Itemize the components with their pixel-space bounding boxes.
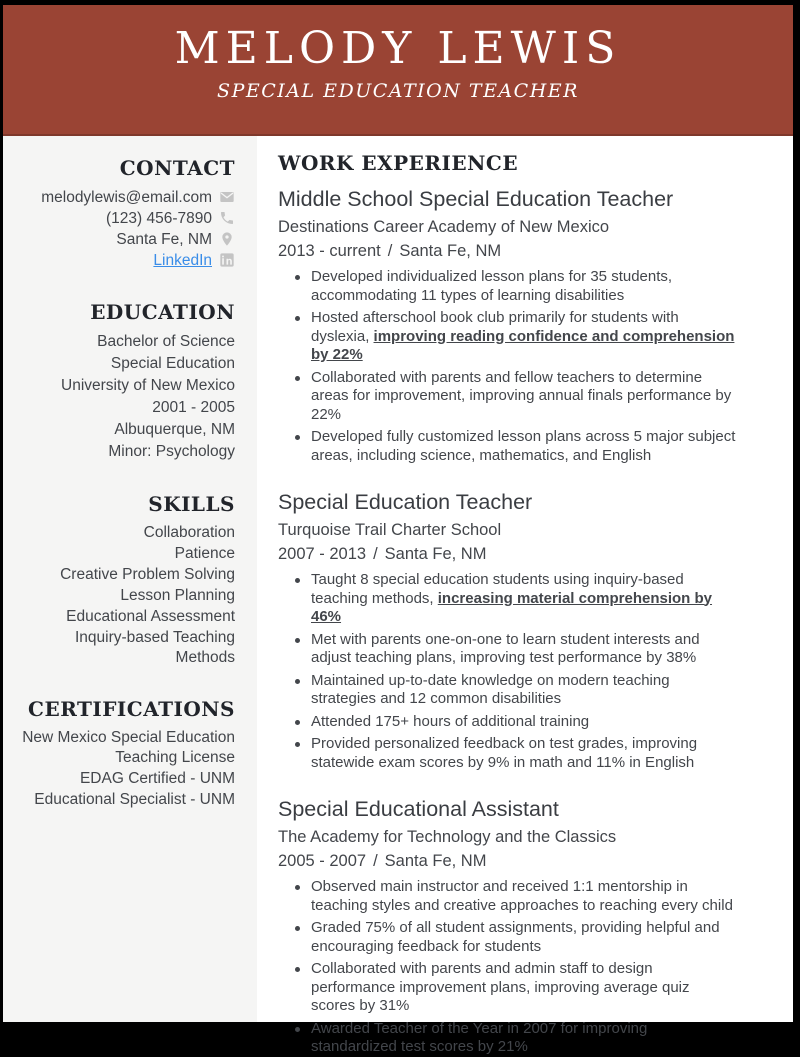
body-columns — [3, 136, 793, 1022]
job-meta — [278, 241, 736, 262]
job-dates: 2005 - 2007 — [278, 852, 366, 870]
job-location: Santa Fe, NM — [385, 545, 487, 563]
bullet-item: Collaborated with parents and fellow teachers to determine areas for improvement, improving annual finals performance by 22% — [278, 369, 736, 425]
skill-item: Patience — [13, 544, 235, 564]
skills-heading: SKILLS — [13, 492, 235, 516]
work-experience-section — [257, 136, 793, 1022]
job-location: Santa Fe, NM — [399, 242, 501, 260]
education-line: University of New Mexico — [13, 375, 235, 397]
bullet-highlight: increasing material comprehension by 46% — [311, 590, 712, 626]
date-separator: / — [388, 242, 393, 260]
bullet-item: Collaborated with parents and admin staff to design performance improvement plans, improving average quiz scores by 31% — [278, 960, 736, 1016]
job-company: Turquoise Trail Charter School — [278, 520, 736, 541]
job-entry — [278, 186, 736, 465]
bullet-item: Developed individualized lesson plans for 35 students, accommodating 11 types of learning disabilities — [278, 268, 736, 305]
linkedin-link[interactable]: LinkedIn — [153, 252, 212, 269]
bullet-item: Developed fully customized lesson plans across 5 major subject areas, including science, mathematics, and English — [278, 428, 736, 465]
contact-item-text: melodylewis@email.com — [41, 189, 212, 206]
bullet-item: Attended 175+ hours of additional training — [278, 713, 736, 732]
contact-item-text: (123) 456-7890 — [106, 210, 212, 227]
job-bullets — [278, 268, 736, 465]
skill-item: Collaboration — [13, 523, 235, 543]
job-entry — [278, 489, 736, 772]
job-location: Santa Fe, NM — [385, 852, 487, 870]
education-heading: EDUCATION — [13, 300, 235, 324]
job-title: Special Education Teacher — [278, 489, 736, 515]
contact-list — [13, 187, 235, 271]
contact-item — [13, 229, 235, 250]
bullet-item: Awarded Teacher of the Year in 2007 for improving standardized test scores by 21% — [278, 1020, 736, 1057]
contact-item — [13, 187, 235, 208]
job-meta — [278, 544, 736, 565]
job-bullets — [278, 571, 736, 772]
education-line: Minor: Psychology — [13, 441, 235, 463]
bullet-item: Provided personalized feedback on test grades, improving statewide exam scores by 9% in math and 11% in English — [278, 735, 736, 772]
education-line: Albuquerque, NM — [13, 419, 235, 441]
candidate-name: MELODY LEWIS — [3, 25, 793, 73]
contact-item — [13, 208, 235, 229]
job-meta — [278, 851, 736, 872]
job-company: The Academy for Technology and the Classics — [278, 827, 736, 848]
skills-section — [13, 492, 235, 668]
resume-page — [3, 5, 793, 1022]
skill-item: Inquiry-based Teaching Methods — [13, 628, 235, 668]
job-title: Middle School Special Education Teacher — [278, 186, 736, 212]
education-line: 2001 - 2005 — [13, 397, 235, 419]
bullet-item: Maintained up-to-date knowledge on modern teaching strategies and 12 common disabilities — [278, 672, 736, 709]
bullet-item: Hosted afterschool book club primarily for students with dyslexia, improving reading confidence and comprehension by 22% — [278, 309, 736, 365]
bullet-item: Observed main instructor and received 1:1 mentorship in teaching styles and creative approaches to reaching every child — [278, 878, 736, 915]
skill-item: Educational Assessment — [13, 607, 235, 627]
envelope-icon — [219, 189, 235, 205]
candidate-title: SPECIAL EDUCATION TEACHER — [3, 80, 793, 102]
sidebar — [3, 136, 257, 1022]
job-company: Destinations Career Academy of New Mexico — [278, 217, 736, 238]
date-separator: / — [373, 545, 378, 563]
certifications-list — [13, 728, 235, 810]
education-line: Special Education — [13, 353, 235, 375]
bullet-item: Graded 75% of all student assignments, providing helpful and encouraging feedback for students — [278, 919, 736, 956]
location-pin-icon — [219, 231, 235, 247]
date-separator: / — [373, 852, 378, 870]
skills-list — [13, 523, 235, 668]
contact-item — [13, 250, 235, 271]
job-title: Special Educational Assistant — [278, 796, 736, 822]
job-bullets — [278, 878, 736, 1057]
job-dates: 2007 - 2013 — [278, 545, 366, 563]
job-entry — [278, 796, 736, 1057]
bullet-highlight: improving reading confidence and comprehension by 22% — [311, 328, 734, 364]
job-dates: 2013 - current — [278, 242, 381, 260]
jobs-container — [278, 186, 736, 1057]
certification-item: EDAG Certified - UNM — [13, 769, 235, 789]
contact-heading: CONTACT — [13, 156, 235, 180]
certification-item: Educational Specialist - UNM — [13, 790, 235, 810]
education-line: Bachelor of Science — [13, 331, 235, 353]
resume-header — [3, 5, 793, 136]
bullet-item: Met with parents one-on-one to learn student interests and adjust teaching plans, improving test performance by 38% — [278, 631, 736, 668]
certifications-heading: CERTIFICATIONS — [13, 697, 235, 721]
bullet-item: Taught 8 special education students using inquiry-based teaching methods, increasing material comprehension by 46% — [278, 571, 736, 627]
skill-item: Lesson Planning — [13, 586, 235, 606]
certification-item: New Mexico Special Education Teaching License — [13, 728, 235, 768]
contact-section — [13, 156, 235, 271]
phone-icon — [219, 210, 235, 226]
work-experience-heading: WORK EXPERIENCE — [278, 151, 736, 175]
contact-item-text: Santa Fe, NM — [116, 231, 212, 248]
education-section — [13, 300, 235, 463]
skill-item: Creative Problem Solving — [13, 565, 235, 585]
certifications-section — [13, 697, 235, 810]
education-lines — [13, 331, 235, 463]
linkedin-icon — [219, 252, 235, 268]
